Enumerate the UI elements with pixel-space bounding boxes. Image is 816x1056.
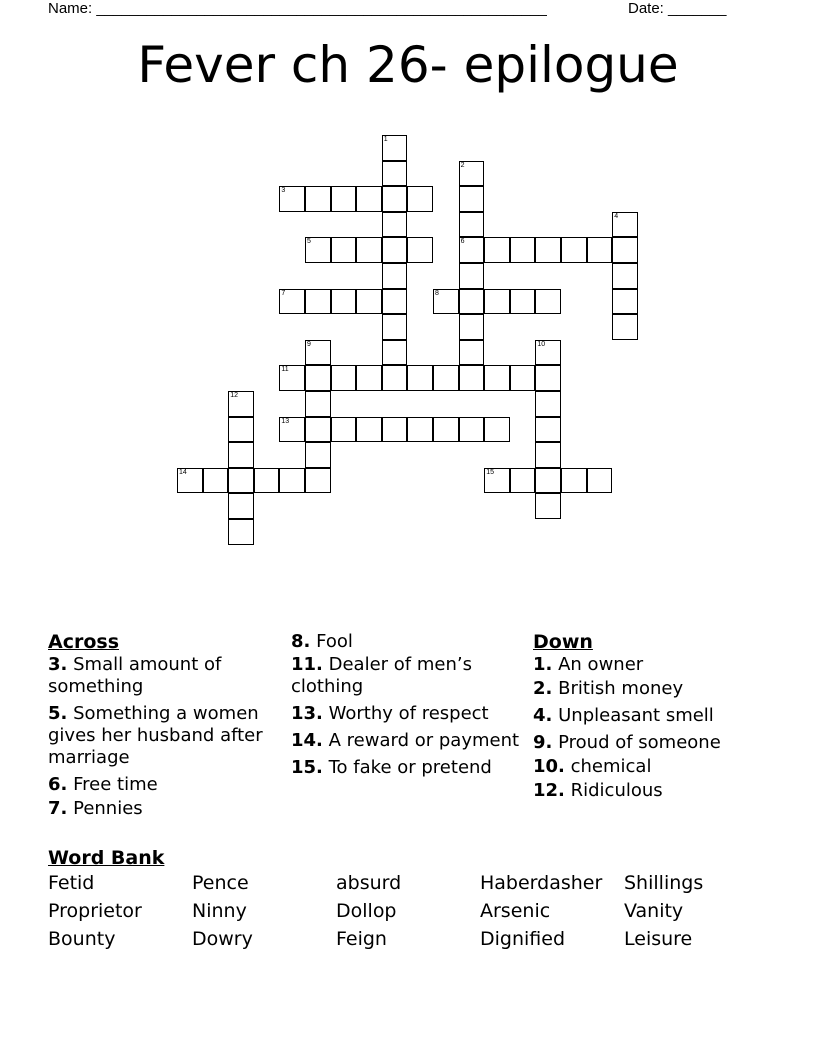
crossword-cell[interactable]: [228, 391, 254, 417]
clue-across-15: 15. To fake or pretend: [291, 757, 492, 778]
word-bank-word: Ninny: [192, 900, 247, 922]
crossword-cell[interactable]: [484, 468, 510, 494]
crossword-cell[interactable]: [510, 365, 536, 391]
crossword-cell[interactable]: [331, 417, 357, 443]
word-bank-word: Dollop: [336, 900, 397, 922]
crossword-cell[interactable]: [356, 365, 382, 391]
crossword-cell[interactable]: [535, 442, 561, 468]
crossword-cell[interactable]: [535, 365, 561, 391]
crossword-cell[interactable]: [228, 493, 254, 519]
cell-number: 1: [383, 136, 388, 143]
across-column-1: [48, 630, 288, 825]
crossword-cell[interactable]: [484, 365, 510, 391]
crossword-cell[interactable]: [535, 468, 561, 494]
date-field: Date: _______: [628, 0, 727, 17]
crossword-cell[interactable]: [459, 212, 485, 238]
clue-across-6: 6. Free time: [48, 774, 158, 795]
crossword-cell[interactable]: [587, 468, 613, 494]
clue-down-4: 4. Unpleasant smell: [533, 705, 714, 726]
clue-across-3: 3. Small amount of something: [48, 654, 222, 697]
crossword-cell[interactable]: [407, 365, 433, 391]
cell-number: 6: [460, 238, 465, 246]
crossword-cell[interactable]: [382, 289, 408, 315]
word-bank-word: Feign: [336, 928, 387, 950]
crossword-cell[interactable]: [279, 365, 305, 391]
word-bank-word: Shillings: [624, 872, 704, 894]
crossword-cell[interactable]: [407, 237, 433, 263]
crossword-cell[interactable]: [535, 340, 561, 366]
crossword-cell[interactable]: [305, 237, 331, 263]
crossword-cell[interactable]: [331, 237, 357, 263]
crossword-cell[interactable]: [228, 519, 254, 545]
crossword-cell[interactable]: [331, 365, 357, 391]
word-bank-grid: [48, 870, 768, 960]
crossword-cell[interactable]: [382, 340, 408, 366]
crossword-cell[interactable]: [535, 237, 561, 263]
crossword-cell[interactable]: [382, 237, 408, 263]
cell-number: 15: [486, 468, 494, 476]
word-bank-word: Pence: [192, 872, 249, 894]
crossword-cell[interactable]: [279, 417, 305, 443]
crossword-cell[interactable]: [305, 442, 331, 468]
clue-down-9: 9. Proud of someone: [533, 732, 721, 753]
cell-number: 7: [281, 289, 286, 297]
cell-number: 8: [435, 289, 439, 297]
name-field: Name: ______________________________________________________: [48, 0, 547, 17]
cell-number: 11: [281, 366, 289, 374]
crossword-cell[interactable]: [433, 365, 459, 391]
word-bank-word: Bounty: [48, 928, 116, 950]
crossword-cell[interactable]: [459, 314, 485, 340]
clue-down-1: 1. An owner: [533, 654, 644, 675]
crossword-cell[interactable]: [382, 417, 408, 443]
clue-down-12: 12. Ridiculous: [533, 780, 663, 801]
crossword-cell[interactable]: [356, 237, 382, 263]
cell-number: 4: [614, 212, 619, 220]
crossword-cell[interactable]: [433, 289, 459, 315]
cell-number: 9: [307, 340, 311, 348]
crossword-cell[interactable]: [279, 468, 305, 494]
word-bank-word: absurd: [336, 872, 402, 894]
clue-down-2: 2. British money: [533, 678, 684, 699]
crossword-cell[interactable]: [279, 186, 305, 212]
crossword-cell[interactable]: [484, 289, 510, 315]
crossword-cell[interactable]: [612, 314, 638, 340]
crossword-cell[interactable]: [510, 468, 536, 494]
cell-number: 13: [281, 417, 290, 425]
crossword-cell[interactable]: [612, 212, 638, 238]
crossword-cell[interactable]: [356, 186, 382, 212]
clue-across-11: 11. Dealer of men’s clothing: [291, 654, 472, 697]
crossword-cell[interactable]: [612, 237, 638, 263]
crossword-cell[interactable]: [459, 263, 485, 289]
crossword-cell[interactable]: [279, 289, 305, 315]
word-bank-word: Dowry: [192, 928, 253, 950]
crossword-cell[interactable]: [587, 237, 613, 263]
crossword-cell[interactable]: [228, 442, 254, 468]
crossword-cell[interactable]: [561, 237, 587, 263]
crossword-cell[interactable]: [459, 365, 485, 391]
crossword-cell[interactable]: [305, 365, 331, 391]
page-title: Fever ch 26- epilogue: [137, 36, 679, 94]
clue-across-5: 5. Something a women gives her husband after marriage: [48, 703, 263, 768]
crossword-cell[interactable]: [561, 468, 587, 494]
cell-number: 12: [230, 392, 238, 399]
crossword-cell[interactable]: [228, 417, 254, 443]
across-column-2: [291, 630, 531, 784]
crossword-cell[interactable]: [612, 263, 638, 289]
down-column: [533, 630, 768, 807]
cell-number: 5: [307, 238, 311, 246]
crossword-cell[interactable]: [459, 289, 485, 315]
down-heading: Down: [533, 631, 593, 653]
clue-across-7: 7. Pennies: [48, 798, 143, 819]
crossword-cell[interactable]: [356, 289, 382, 315]
word-bank: [48, 846, 768, 966]
word-bank-word: Fetid: [48, 872, 95, 894]
crossword-cell[interactable]: [331, 186, 357, 212]
crossword-cell[interactable]: [331, 289, 357, 315]
crossword-cell[interactable]: [356, 417, 382, 443]
crossword-cell[interactable]: [459, 417, 485, 443]
word-bank-word: Arsenic: [480, 900, 551, 922]
crossword-cell[interactable]: [407, 417, 433, 443]
crossword-cell[interactable]: [510, 237, 536, 263]
crossword-cell[interactable]: [382, 263, 408, 289]
crossword-cell[interactable]: [382, 314, 408, 340]
crossword-cell[interactable]: [382, 135, 408, 161]
word-bank-word: Haberdasher: [480, 872, 603, 894]
crossword-cell[interactable]: [254, 468, 280, 494]
crossword-cell[interactable]: [228, 468, 254, 494]
crossword-cell[interactable]: [535, 493, 561, 519]
word-bank-word: Vanity: [624, 900, 684, 922]
crossword-cell[interactable]: [305, 289, 331, 315]
cell-number: 10: [537, 340, 546, 348]
crossword-cell[interactable]: [535, 417, 561, 443]
crossword-cell[interactable]: [305, 340, 331, 366]
crossword-cell[interactable]: [177, 468, 203, 494]
crossword-cell[interactable]: [203, 468, 229, 494]
crossword-cell[interactable]: [305, 417, 331, 443]
word-bank-heading: Word Bank: [48, 847, 165, 869]
crossword-cell[interactable]: [305, 391, 331, 417]
clues-section: [48, 630, 768, 830]
crossword-cell[interactable]: [612, 289, 638, 315]
clue-down-10: 10. chemical: [533, 756, 652, 777]
crossword-cell[interactable]: [459, 161, 485, 187]
word-bank-word: Dignified: [480, 928, 566, 950]
cell-number: 14: [179, 468, 187, 476]
across-heading: Across: [48, 631, 120, 653]
crossword-cell[interactable]: [484, 237, 510, 263]
clue-across-13: 13. Worthy of respect: [291, 703, 489, 724]
crossword-cell[interactable]: [382, 186, 408, 212]
crossword-cell[interactable]: [433, 417, 459, 443]
word-bank-word: Leisure: [624, 928, 693, 950]
cell-number: 3: [281, 187, 286, 195]
crossword-cell[interactable]: [459, 186, 485, 212]
crossword-cell[interactable]: [459, 340, 485, 366]
crossword-cell[interactable]: [305, 468, 331, 494]
crossword-cell[interactable]: [510, 289, 536, 315]
crossword-cell[interactable]: [535, 289, 561, 315]
crossword-cell[interactable]: [305, 186, 331, 212]
crossword-cell[interactable]: [484, 417, 510, 443]
clue-across-8: 8. Fool: [291, 631, 353, 652]
clue-across-14: 14. A reward or payment: [291, 730, 520, 751]
crossword-cell[interactable]: [382, 365, 408, 391]
crossword-cell[interactable]: [535, 391, 561, 417]
crossword-cell[interactable]: [382, 212, 408, 238]
crossword-cell[interactable]: [459, 237, 485, 263]
crossword-cell[interactable]: [407, 186, 433, 212]
word-bank-word: Proprietor: [48, 900, 142, 922]
crossword-cell[interactable]: [382, 161, 408, 187]
cell-number: 2: [460, 161, 465, 169]
